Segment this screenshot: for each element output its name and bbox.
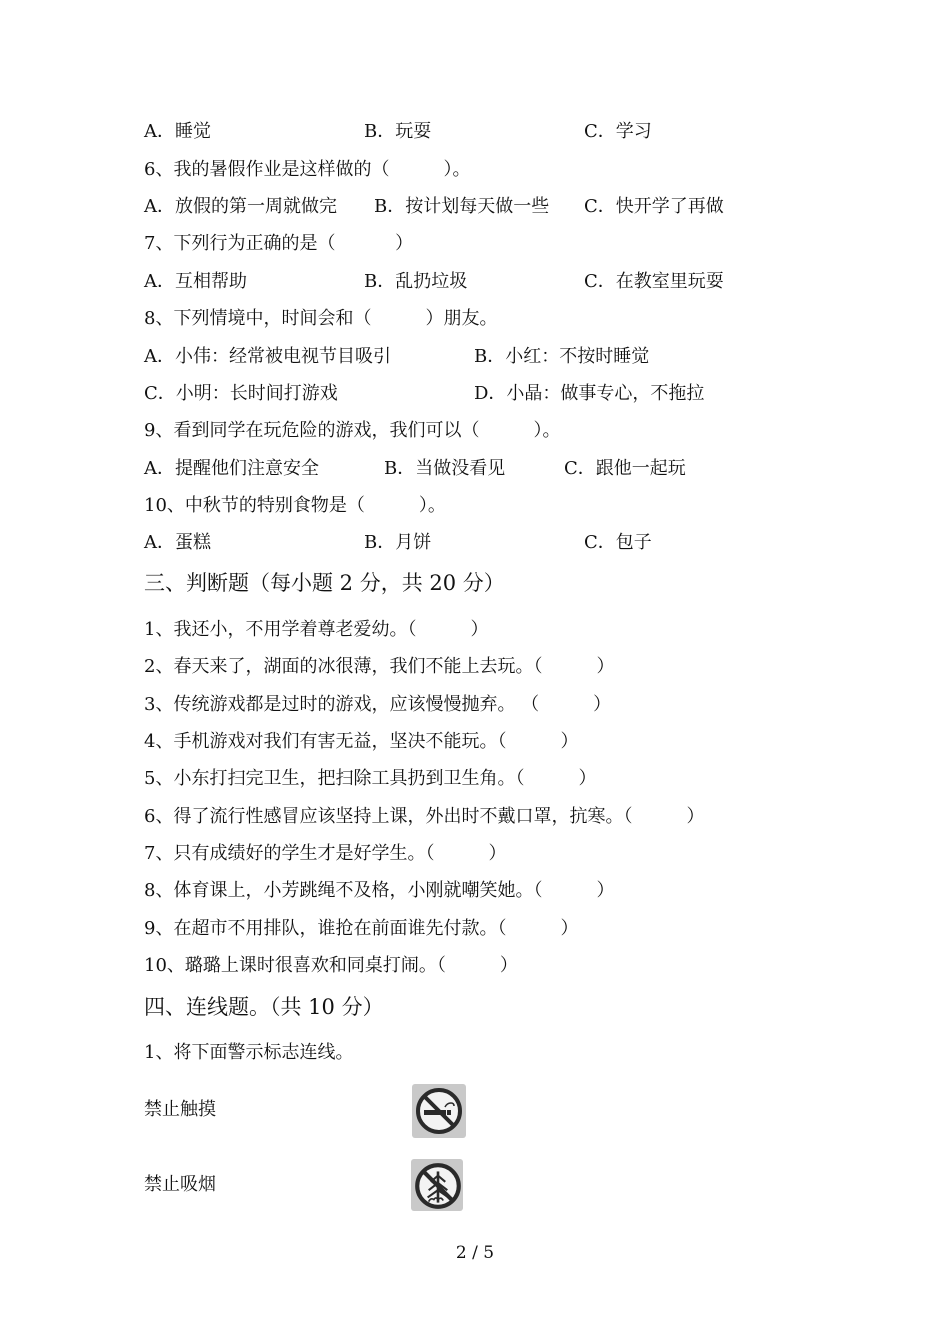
q6-option-a: A．放假的第一周就做完 xyxy=(144,196,337,217)
q10-option-a: A．蛋糕 xyxy=(144,532,211,553)
section-3-title: 三、判断题（每小题 2 分，共 20 分） xyxy=(144,571,505,595)
label-no-touching: 禁止触摸 xyxy=(144,1099,216,1120)
q6-option-c: C．快开学了再做 xyxy=(584,196,724,217)
label-no-smoking: 禁止吸烟 xyxy=(144,1174,216,1195)
question-10: 10、中秋节的特别食物是（ ）。 xyxy=(144,495,446,516)
option-play: B．玩耍 xyxy=(364,121,432,142)
tf-item-5: 5、小东打扫完卫生，把扫除工具扔到卫生角。（ ） xyxy=(144,768,597,789)
question-7: 7、下列行为正确的是（ ） xyxy=(144,233,414,254)
question-6: 6、我的暑假作业是这样做的（ ）。 xyxy=(144,159,471,180)
option-study: C．学习 xyxy=(584,121,652,142)
q7-option-b: B．乱扔垃圾 xyxy=(364,271,468,292)
no-smoking-sign-icon[interactable] xyxy=(412,1084,466,1138)
q10-option-b: B．月饼 xyxy=(364,532,432,553)
tf-item-9: 9、在超市不用排队，谁抢在前面谁先付款。（ ） xyxy=(144,918,579,939)
q8-option-b: B．小红：不按时睡觉 xyxy=(474,346,650,367)
q8-option-c: C．小明：长时间打游戏 xyxy=(144,383,338,404)
tf-item-3: 3、传统游戏都是过时的游戏，应该慢慢抛弃。 （ ） xyxy=(144,694,612,715)
question-9: 9、看到同学在玩危险的游戏，我们可以（ ）。 xyxy=(144,420,561,441)
q9-option-a: A．提醒他们注意安全 xyxy=(144,458,319,479)
no-fire-sign-icon[interactable] xyxy=(411,1159,463,1211)
tf-item-2: 2、春天来了，湖面的冰很薄，我们不能上去玩。（ ） xyxy=(144,656,615,677)
q9-option-c: C．跟他一起玩 xyxy=(564,458,686,479)
q8-option-d: D．小晶：做事专心，不拖拉 xyxy=(474,383,705,404)
tf-item-8: 8、体育课上，小芳跳绳不及格，小刚就嘲笑她。（ ） xyxy=(144,880,615,901)
tf-item-1: 1、我还小，不用学着尊老爱幼。（ ） xyxy=(144,619,489,640)
tf-item-4: 4、手机游戏对我们有害无益，坚决不能玩。（ ） xyxy=(144,731,579,752)
q6-option-b: B．按计划每天做一些 xyxy=(374,196,550,217)
option-sleep: A．睡觉 xyxy=(144,121,211,142)
section-4-title: 四、连线题。（共 10 分） xyxy=(144,995,384,1019)
question-8: 8、下列情境中，时间会和（ ）朋友。 xyxy=(144,308,498,329)
q7-option-a: A．互相帮助 xyxy=(144,271,247,292)
matching-instruction: 1、将下面警示标志连线。 xyxy=(144,1042,354,1063)
q7-option-c: C．在教室里玩耍 xyxy=(584,271,724,292)
tf-item-10: 10、璐璐上课时很喜欢和同桌打闹。（ ） xyxy=(144,955,518,976)
q8-option-a: A．小伟：经常被电视节目吸引 xyxy=(144,346,391,367)
page-number: 2 / 5 xyxy=(455,1243,495,1263)
q10-option-c: C．包子 xyxy=(584,532,652,553)
q9-option-b: B．当做没看见 xyxy=(384,458,506,479)
tf-item-6: 6、得了流行性感冒应该坚持上课，外出时不戴口罩，抗寒。（ ） xyxy=(144,806,705,827)
tf-item-7: 7、只有成绩好的学生才是好学生。（ ） xyxy=(144,843,507,864)
